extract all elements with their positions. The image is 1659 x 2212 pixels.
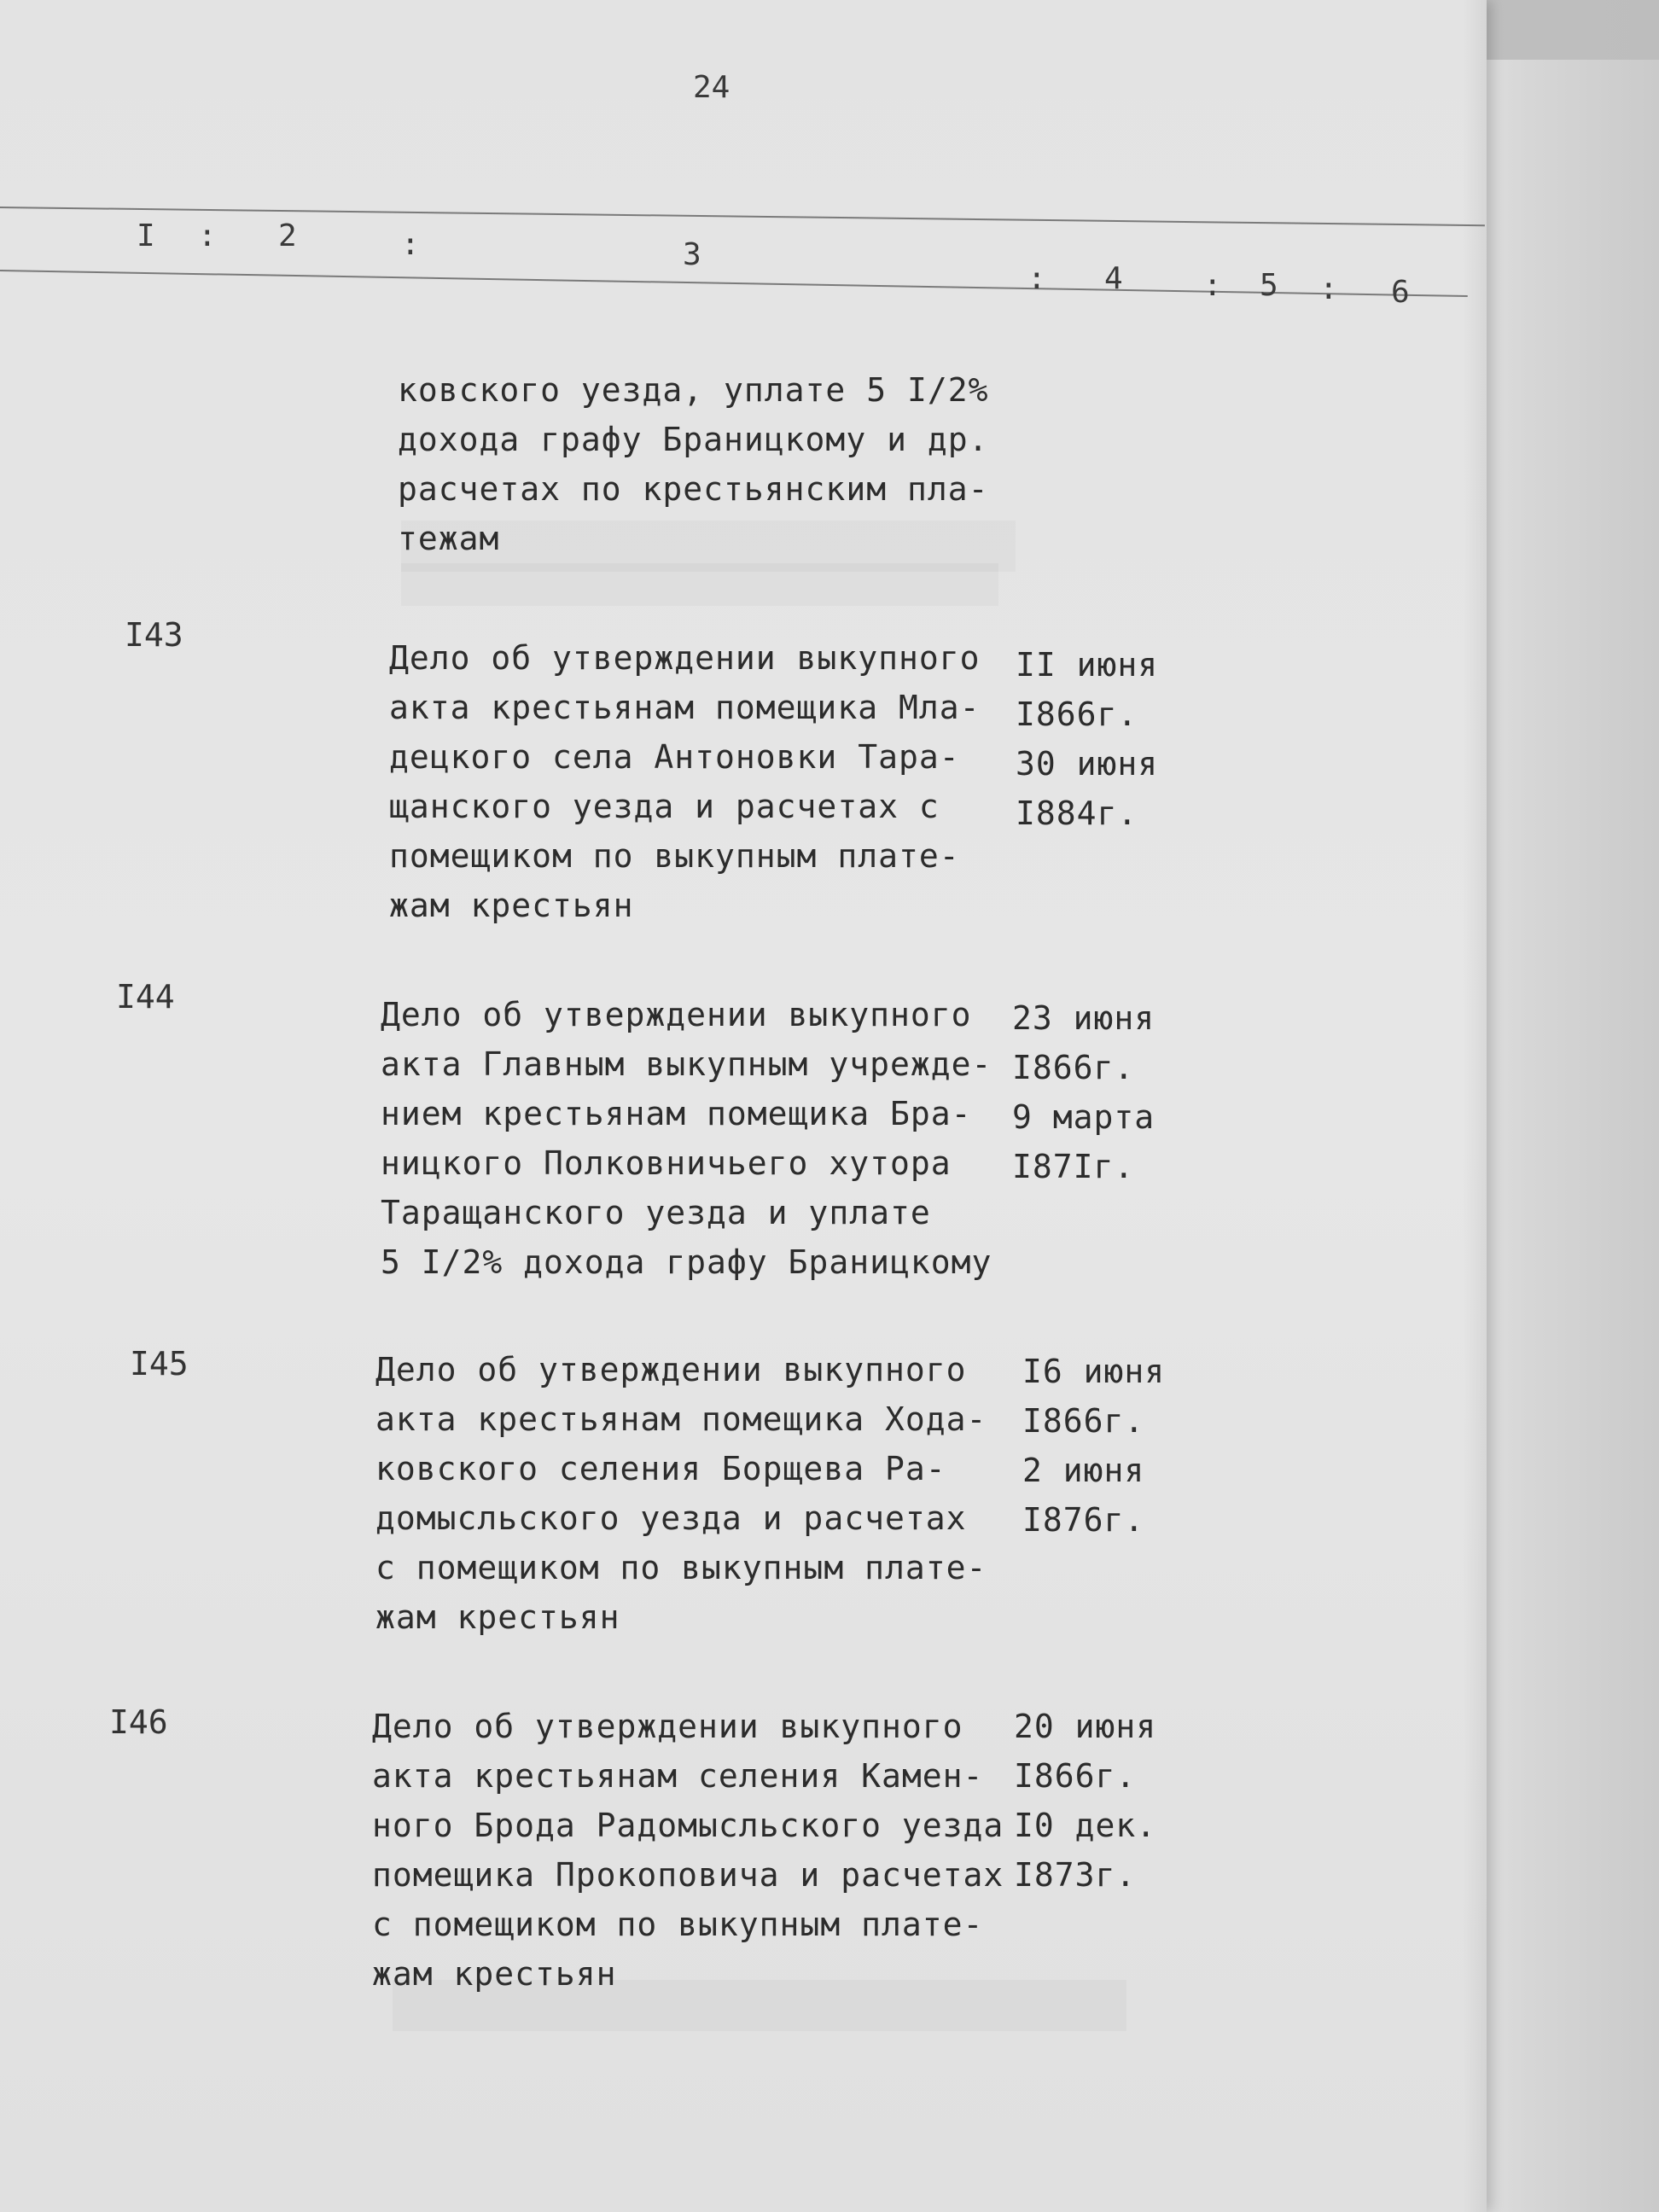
text-line: жам крестьян xyxy=(372,1955,617,1993)
entry-dates xyxy=(1016,640,1158,838)
entry-description xyxy=(389,633,1038,930)
text-line: жам крестьян xyxy=(389,887,634,924)
column-header-2: 2 xyxy=(278,218,297,253)
text-line: Дело об утверждении выкупного xyxy=(372,1708,963,1745)
entry-number: I43 xyxy=(125,616,183,654)
bleed-through-text xyxy=(401,563,998,606)
date-line: I876г. xyxy=(1022,1501,1145,1539)
column-header-separator: : xyxy=(1319,271,1338,306)
date-line: 20 июня xyxy=(1014,1708,1157,1745)
entry-number: I44 xyxy=(116,978,175,1016)
column-header-separator: : xyxy=(1203,268,1222,303)
column-header-3: 3 xyxy=(683,237,701,272)
text-line: Дело об утверждении выкупного xyxy=(381,996,972,1033)
date-line: I0 дек. xyxy=(1014,1807,1157,1844)
entry-description xyxy=(381,990,1029,1287)
header-rule-top xyxy=(0,207,1485,226)
text-line: домысльского уезда и расчетах xyxy=(375,1499,967,1537)
continuation-text xyxy=(398,365,1046,563)
column-header-4: 4 xyxy=(1104,261,1123,296)
entry-description xyxy=(372,1702,1021,1999)
date-line: 2 июня xyxy=(1022,1452,1145,1489)
column-header-1: I xyxy=(137,218,155,253)
date-line: I866г. xyxy=(1016,696,1138,733)
entry-dates xyxy=(1022,1347,1165,1545)
text-line: тежам xyxy=(398,520,500,557)
date-line: II июня xyxy=(1016,646,1159,684)
text-line: децкого села Антоновки Тара- xyxy=(389,738,960,776)
text-line: ницкого Полковничьего хутора xyxy=(381,1144,952,1182)
text-line: ковского селения Борщева Ра- xyxy=(375,1450,946,1487)
page-number: 24 xyxy=(693,70,731,105)
text-line: жам крестьян xyxy=(375,1598,620,1636)
text-line: расчетах по крестьянским пла- xyxy=(398,470,989,508)
date-line: I866г. xyxy=(1014,1757,1137,1795)
header-rule-bottom xyxy=(0,270,1468,297)
text-line: акта крестьянам помещика Мла- xyxy=(389,689,981,726)
text-line: помещика Прокоповича и расчетах xyxy=(372,1856,1004,1894)
date-line: I866г. xyxy=(1022,1402,1145,1440)
text-line: Дело об утверждении выкупного xyxy=(375,1351,967,1388)
text-line: Дело об утверждении выкупного xyxy=(389,639,981,677)
text-line: акта крестьянам помещика Хода- xyxy=(375,1400,987,1438)
entry-dates xyxy=(1014,1702,1156,1900)
date-line: 9 марта xyxy=(1012,1098,1155,1136)
date-line: I873г. xyxy=(1014,1856,1137,1894)
text-line: с помещиком по выкупным плате- xyxy=(372,1906,984,1943)
column-header-separator: : xyxy=(1027,261,1046,296)
text-line: 5 I/2% дохода графу Браницкому xyxy=(381,1243,992,1281)
entry-number: I46 xyxy=(109,1703,168,1741)
date-line: 30 июня xyxy=(1016,745,1159,783)
text-line: Таращанского уезда и уплате xyxy=(381,1194,931,1231)
date-line: I6 июня xyxy=(1022,1353,1166,1390)
date-line: I87Iг. xyxy=(1012,1148,1135,1185)
entry-number: I45 xyxy=(130,1345,189,1382)
entry-dates xyxy=(1012,993,1155,1191)
text-line: ного Брода Радомысльского уезда xyxy=(372,1807,1004,1844)
column-header-5: 5 xyxy=(1260,268,1278,303)
column-header-separator: : xyxy=(198,218,217,253)
column-header-separator: : xyxy=(401,227,420,262)
text-line: дохода графу Браницкому и др. xyxy=(398,421,989,458)
text-line: щанского уезда и расчетах с xyxy=(389,788,940,825)
column-header-6: 6 xyxy=(1391,275,1410,310)
page-edge-shadow xyxy=(1463,0,1487,2212)
date-line: I866г. xyxy=(1012,1049,1135,1086)
text-line: с помещиком по выкупным плате- xyxy=(375,1549,987,1586)
date-line: 23 июня xyxy=(1012,999,1155,1037)
date-line: I884г. xyxy=(1016,795,1138,832)
text-line: акта крестьянам селения Камен- xyxy=(372,1757,984,1795)
text-line: акта Главным выкупным учрежде- xyxy=(381,1045,992,1083)
entry-description xyxy=(375,1345,1024,1642)
text-line: ковского уезда, уплате 5 I/2% xyxy=(398,371,989,409)
text-line: помещиком по выкупным плате- xyxy=(389,837,960,875)
text-line: нием крестьянам помещика Бра- xyxy=(381,1095,972,1132)
